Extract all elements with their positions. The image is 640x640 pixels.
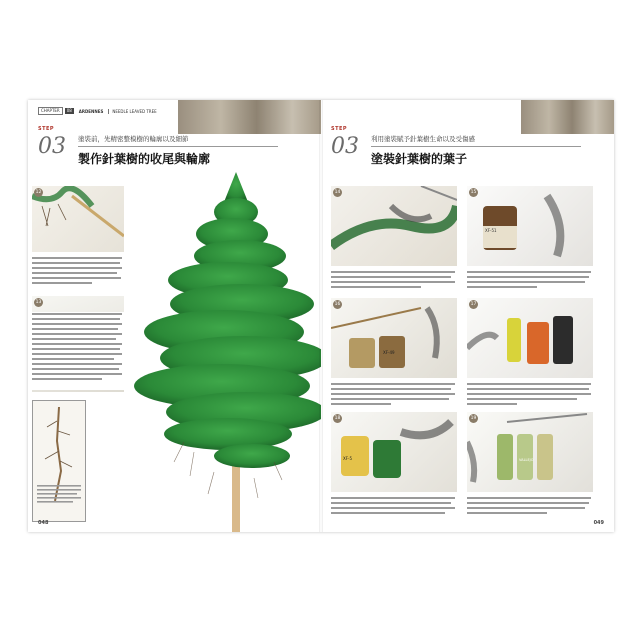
photo-15-image — [467, 186, 593, 266]
caption-16 — [331, 382, 457, 408]
step-header-left — [28, 126, 321, 174]
photo-19-image — [467, 412, 593, 492]
step-number: 03 — [331, 134, 359, 159]
inset-photo-roots — [32, 400, 86, 522]
caption-18-text-lines — [331, 496, 457, 522]
inset-roots-image — [33, 401, 85, 521]
step-title: 塗裝針葉樹的葉子 — [371, 152, 468, 166]
photo-14-image — [331, 186, 457, 266]
page-number-left: 048 — [38, 520, 49, 526]
main-pine-tree-image — [124, 172, 321, 532]
caption-12 — [32, 256, 124, 290]
photo-badge: 17 — [470, 302, 477, 307]
photo-badge: 18 — [334, 416, 341, 421]
caption-19 — [467, 496, 593, 522]
paint-jar-label: XF-49 — [383, 350, 395, 355]
caption-13 — [32, 312, 124, 390]
caption-17-text-lines — [467, 382, 593, 408]
photo-badge: 16 — [334, 302, 341, 307]
photo-16-image — [331, 298, 457, 378]
paint-bottle-label: VALLEJO — [519, 458, 534, 462]
chapter-label: CHAPTER — [38, 107, 63, 115]
photo-step-16 — [331, 298, 457, 378]
caption-12-text-lines — [32, 256, 124, 290]
right-page — [321, 100, 614, 532]
caption-14 — [331, 270, 457, 292]
photo-step-17 — [467, 298, 593, 378]
subsection-name: NEEDLE LEAVED TREE — [108, 109, 156, 114]
caption-15-text-lines — [467, 270, 593, 292]
page-number-right: 049 — [593, 520, 604, 526]
step-label: STEP — [38, 126, 55, 132]
caption-19-text-lines — [467, 496, 593, 522]
left-page — [28, 100, 321, 532]
photo-step-14 — [331, 186, 457, 266]
caption-16-text-lines — [331, 382, 457, 408]
caption-18 — [331, 496, 457, 522]
photo-badge: 19 — [470, 416, 477, 421]
photo-12-image — [32, 186, 124, 252]
step-divider — [371, 146, 581, 147]
step-title: 製作針葉樹的收尾與輪廓 — [78, 152, 211, 166]
photo-badge: 14 — [334, 190, 341, 195]
paint-jar-label: XF-5 — [343, 456, 353, 461]
step-subtitle: 利用塗裝賦予針葉樹生命以及受傷感 — [371, 135, 475, 143]
caption-14-text-lines — [331, 270, 457, 292]
photo-18-image — [331, 412, 457, 492]
photo-badge: 15 — [470, 190, 477, 195]
caption-15 — [467, 270, 593, 292]
step-label: STEP — [331, 126, 348, 132]
photo-17-image — [467, 298, 593, 378]
book-spread — [28, 100, 614, 532]
caption-13-text-lines — [32, 312, 124, 390]
step-header-right — [321, 126, 614, 174]
photo-badge: 12 — [35, 190, 42, 195]
photo-step-15 — [467, 186, 593, 266]
photo-badge: 13 — [35, 300, 42, 305]
running-header — [38, 107, 157, 115]
step-divider — [78, 146, 278, 147]
section-name: ARDENNES — [78, 108, 104, 114]
step-number: 03 — [38, 134, 66, 159]
photo-step-19 — [467, 412, 593, 492]
photo-step-12 — [32, 186, 124, 252]
photo-step-18 — [331, 412, 457, 492]
chapter-number: 08 — [66, 108, 72, 113]
step-subtitle: 塗裝前，先精密整模樹的輪廓以及細節 — [78, 135, 189, 143]
caption-17 — [467, 382, 593, 408]
paint-jar-label: XF-51 — [485, 228, 497, 233]
